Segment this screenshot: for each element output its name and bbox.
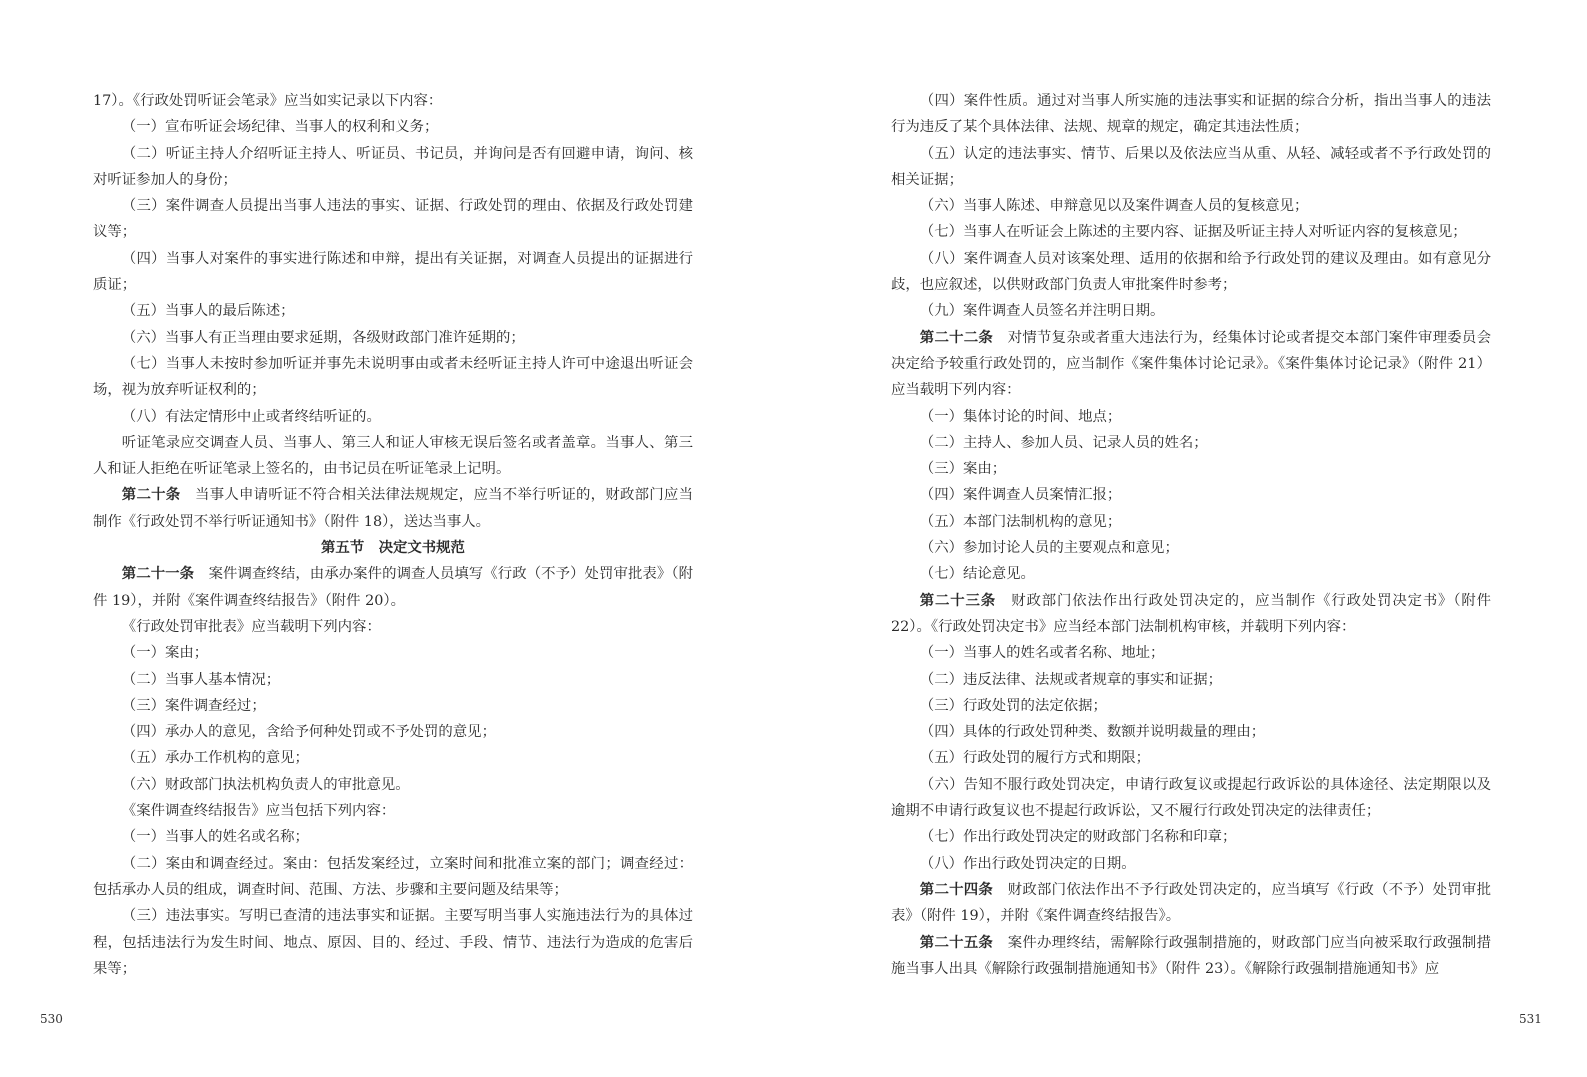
paragraph-text: （一）集体讨论的时间、地点； [919,408,1122,425]
body-paragraph [891,193,1491,219]
paragraph-text: （三）案件调查经过； [121,697,266,714]
paragraph-text: （二）主持人、参加人员、记录人员的姓名； [919,434,1208,451]
paragraph-text: （七）作出行政处罚决定的财政部门名称和印章； [919,829,1237,846]
article-paragraph [891,588,1496,641]
paragraph-text: 对情节复杂或者重大违法行为，经集体讨论或者提交本部门案件审理委员会决定给予较重行政处罚的，应当制作《案件集体讨论记录》。《案件集体讨论记录》（附件 21）应当载明下列内容： [891,329,1491,399]
article-paragraph [891,930,1491,983]
body-paragraph [93,193,693,246]
body-paragraph [93,298,693,324]
paragraph-text: （五）行政处罚的履行方式和期限； [919,750,1151,767]
body-paragraph [891,482,1491,508]
body-paragraph [891,719,1491,745]
paragraph-text: （一）宣布听证会场纪律、当事人的权利和义务； [121,119,439,136]
paragraph-text: （八）有法定情形中止或者终结听证的。 [121,408,381,425]
paragraph-text: 听证笔录应交调查人员、当事人、第三人和证人审核无误后签名或者盖章。当事人、第三人和证人拒绝在听证笔录上签名的，由书记员在听证笔录上记明。 [93,434,693,478]
paragraph-text: （四）承办人的意见，含给予何种处罚或不予处罚的意见； [121,724,496,741]
paragraph-text: 案件调查终结，由承办案件的调查人员填写《行政（不予）处罚审批表》（附件 19），并附《案件调查终结报告》（附件 20）。 [93,566,693,609]
paragraph-text: （三）案件调查人员提出当事人违法的事实、证据、行政处罚的理由、依据及行政处罚建议等； [93,198,693,241]
body-paragraph [93,325,693,351]
body-paragraph [93,745,693,771]
body-paragraph [93,667,693,693]
section-heading: 第五节 决定文书规范 [321,539,465,557]
body-paragraph [891,772,1491,825]
paragraph-text: （四）当事人对案件的事实进行陈述和申辩，提出有关证据，对调查人员提出的证据进行质证； [93,250,693,294]
article-paragraph [93,482,693,535]
article-number: 第二十一条 [121,565,195,583]
body-paragraph [891,535,1491,561]
body-paragraph [891,851,1491,877]
body-paragraph [93,640,693,666]
body-paragraph [891,430,1491,456]
paragraph-text: （九）案件调查人员签名并注明日期。 [919,303,1165,320]
paragraph-text: （七）结论意见。 [919,566,1035,583]
body-paragraph [891,246,1491,299]
paragraph-text: （四）案件性质。通过对当事人所实施的违法事实和证据的综合分析，指出当事人的违法行为违反了某个具体法律、法规、规章的规定，确定其违法性质； [891,93,1491,136]
article-number: 第二十五条 [919,933,994,951]
body-paragraph [93,430,693,483]
body-paragraph [891,456,1491,482]
body-paragraph [93,851,693,904]
paragraph-text: （六）当事人陈述、申辩意见以及案件调查人员的复核意见； [919,198,1309,215]
body-paragraph [93,141,693,194]
paragraph-text: （五）认定的违法事实、情节、后果以及依法应当从重、从轻、减轻或者不予行政处罚的相关证据； [891,145,1491,188]
paragraph-text: （八）案件调查人员对该案处理、适用的依据和给予行政处罚的建议及理由。如有意见分歧，也应叙述，以供财政部门负责人审批案件时参考； [891,250,1491,294]
body-paragraph [891,561,1491,587]
paragraph-text: 当事人申请听证不符合相关法律法规规定，应当不举行听证的，财政部门应当制作《行政处罚不举行听证通知书》（附件 18），送达当事人。 [93,487,693,530]
paragraph-text: 财政部门依法作出行政处罚决定的，应当制作《行政处罚决定书》（附件 22）。《行政处罚决定书》应当经本部门法制机构审核，并载明下列内容： [891,592,1496,635]
paragraph-text: （七）当事人未按时参加听证并事先未说明事由或者未经听证主持人许可中途退出听证会场，视为放弃听证权利的； [93,355,693,399]
body-paragraph [93,693,693,719]
body-paragraph [93,772,693,798]
body-paragraph [93,824,693,850]
page-number-right: 531 [1519,1012,1542,1026]
paragraph-text: 《案件调查终结报告》应当包括下列内容： [121,803,396,820]
body-paragraph [891,824,1491,850]
body-paragraph [891,745,1491,771]
paragraph-text: （六）财政部门执法机构负责人的审批意见。 [121,776,410,793]
article-paragraph [891,325,1491,404]
paragraph-text: （三）案由； [919,461,1007,478]
paragraph-text: 17）。《行政处罚听证会笔录》应当如实记录以下内容： [93,93,443,109]
left-page [93,88,693,982]
body-paragraph [93,246,693,299]
body-paragraph [891,640,1491,666]
article-number: 第二十条 [121,486,181,504]
article-paragraph [93,561,693,614]
body-paragraph [93,351,693,404]
paragraph-text: （三）行政处罚的法定依据； [919,697,1107,714]
article-number: 第二十三条 [919,591,997,609]
paragraph-text: （八）作出行政处罚决定的日期。 [919,855,1136,872]
body-paragraph [891,509,1491,535]
body-paragraph [891,141,1491,194]
paragraph-text: （三）违法事实。写明已查清的违法事实和证据。主要写明当事人实施违法行为的具体过程，包括违法行为发生时间、地点、原因、目的、经过、手段、情节、违法行为造成的危害后果等； [93,908,693,977]
right-page [891,88,1496,982]
paragraph-text: 案件办理终结，需解除行政强制措施的，财政部门应当向被采取行政强制措施当事人出具《解除行政强制措施通知书》（附件 23）。《解除行政强制措施通知书》应 [891,934,1491,977]
body-paragraph [93,798,693,824]
page-number-left: 530 [40,1012,63,1026]
body-paragraph [93,88,693,114]
article-number: 第二十二条 [919,328,994,346]
body-paragraph [93,903,693,982]
body-paragraph [891,404,1491,430]
paragraph-text: （二）案由和调查经过。案由：包括发案经过，立案时间和批准立案的部门；调查经过：包括承办人员的组成，调查时间、范围、方法、步骤和主要问题及结果等； [93,855,693,898]
body-paragraph [93,404,693,430]
body-paragraph [93,614,693,640]
body-paragraph [891,298,1491,324]
body-paragraph [891,219,1491,245]
body-paragraph [891,88,1491,141]
paragraph-text: （五）当事人的最后陈述； [121,303,295,320]
body-paragraph [891,667,1491,693]
article-paragraph [891,877,1491,930]
paragraph-text: （七）当事人在听证会上陈述的主要内容、证据及听证主持人对听证内容的复核意见； [919,224,1467,241]
paragraph-text: （二）违反法律、法规或者规章的事实和证据； [919,671,1223,688]
body-paragraph [93,719,693,745]
paragraph-text: （四）案件调查人员案情汇报； [919,487,1122,504]
paragraph-text: （六）参加讨论人员的主要观点和意见； [919,540,1179,557]
paragraph-text: 财政部门依法作出不予行政处罚决定的，应当填写《行政（不予）处罚审批表》（附件 19），并附《案件调查终结报告》。 [891,881,1491,925]
paragraph-text: （四）具体的行政处罚种类、数额并说明裁量的理由； [919,724,1266,741]
paragraph-text: （一）案由； [121,645,209,662]
paragraph-text: （五）承办工作机构的意见； [121,750,309,767]
article-number: 第二十四条 [919,880,994,898]
paragraph-text: （一）当事人的姓名或者名称、地址； [919,645,1165,662]
paragraph-text: （五）本部门法制机构的意见； [919,513,1122,530]
paragraph-text: （二）当事人基本情况； [121,671,281,688]
paragraph-text: （一）当事人的姓名或名称； [121,829,309,846]
paragraph-text: （二）听证主持人介绍听证主持人、听证员、书记员，并询问是否有回避申请，询问、核对听证参加人的身份； [93,145,693,188]
paragraph-text: （六）当事人有正当理由要求延期，各级财政部门准许延期的； [121,329,525,346]
body-paragraph [891,693,1491,719]
paragraph-text: 《行政处罚审批表》应当载明下列内容： [121,618,381,635]
paragraph-text: （六）告知不服行政处罚决定，申请行政复议或提起行政诉讼的具体途径、法定期限以及逾期不申请行政复议也不提起行政诉讼，又不履行行政处罚决定的法律责任； [891,776,1491,820]
body-paragraph [93,114,693,140]
